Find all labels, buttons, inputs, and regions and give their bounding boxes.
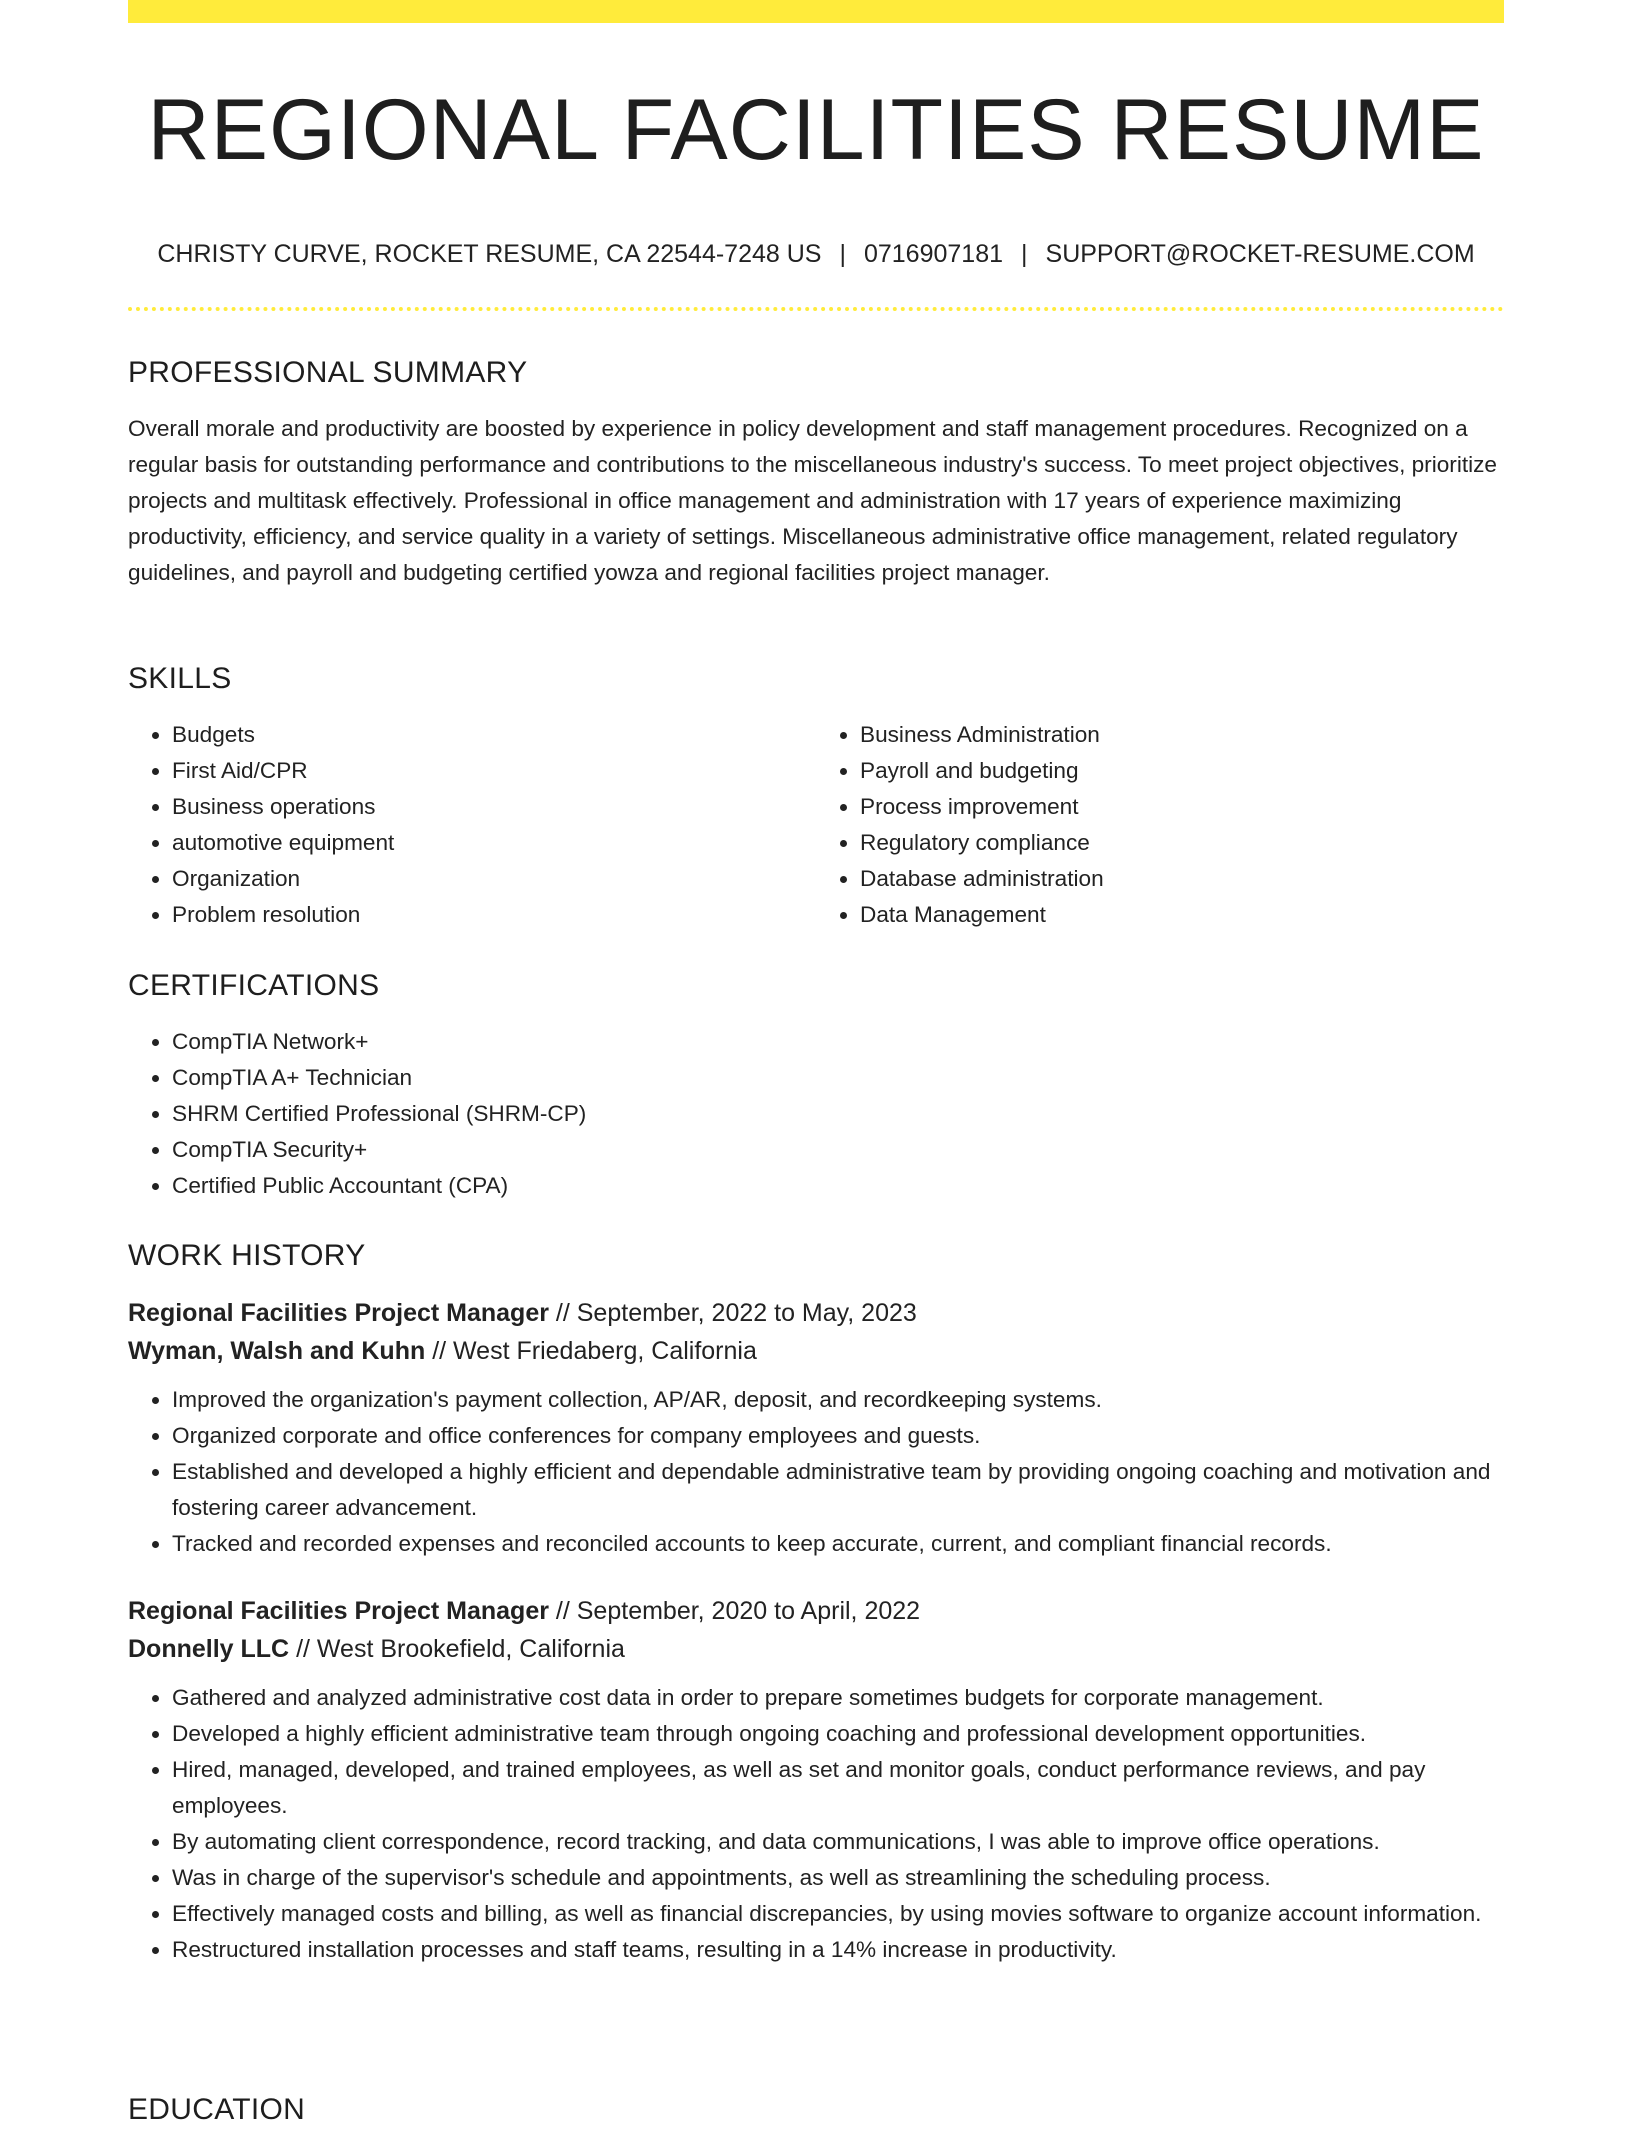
skills-list-right — [816, 717, 1504, 933]
skills-list-left — [128, 717, 816, 933]
job-bullet: • Established and developed a highly efficient and dependable administrative team by providing ongoing coaching and motivation and fostering career advancement. — [172, 1454, 1504, 1526]
certification-item: • Certified Public Accountant (CPA) — [172, 1168, 1504, 1204]
job-bullet: • Developed a highly efficient administrative team through ongoing coaching and professional development opportunities. — [172, 1716, 1504, 1752]
skills-heading: SKILLS — [128, 662, 232, 695]
skill-item: • Regulatory compliance — [860, 825, 1504, 861]
job-company: Donnelly LLC — [128, 1635, 290, 1663]
education-section — [128, 2090, 1504, 2130]
resume-title: REGIONAL FACILITIES RESUME — [147, 82, 1485, 178]
job-entry — [128, 1294, 1504, 1562]
skill-item: • Business operations — [172, 789, 816, 825]
skill-item: • First Aid/CPR — [172, 753, 816, 789]
certifications-heading: CERTIFICATIONS — [128, 969, 380, 1002]
job-bullets — [128, 1680, 1504, 1968]
skill-item: • Budgets — [172, 717, 816, 753]
job-company-line — [128, 1630, 1504, 1668]
contact-phone: 0716907181 — [863, 240, 1004, 268]
skills-columns — [128, 717, 1504, 933]
skill-item: • Business Administration — [860, 717, 1504, 753]
job-bullet: • Improved the organization's payment collection, AP/AR, deposit, and recordkeeping systems. — [172, 1382, 1504, 1418]
contact-address: CHRISTY CURVE, ROCKET RESUME, CA 22544-7248 US — [157, 240, 822, 268]
job-title-line — [128, 1592, 1504, 1630]
summary-section — [128, 353, 1504, 591]
job-title-line — [128, 1294, 1504, 1332]
skill-item: • Payroll and budgeting — [860, 753, 1504, 789]
job-company-line — [128, 1332, 1504, 1370]
job-bullet: • Effectively managed costs and billing, as well as financial discrepancies, by using movies software to organize account information. — [172, 1896, 1504, 1932]
summary-heading: PROFESSIONAL SUMMARY — [128, 356, 528, 389]
contact-separator: | — [839, 240, 846, 268]
job-bullet: • Tracked and recorded expenses and reconciled accounts to keep accurate, current, and compliant financial records. — [172, 1526, 1504, 1562]
skills-section — [128, 659, 1504, 933]
work-history-section — [128, 1236, 1504, 1968]
job-dates: // September, 2022 to May, 2023 — [555, 1299, 917, 1327]
skill-item: • Organization — [172, 861, 816, 897]
job-bullet: • By automating client correspondence, record tracking, and data communications, I was able to improve office operations. — [172, 1824, 1504, 1860]
job-location: // West Brookefield, California — [296, 1635, 625, 1663]
job-title: Regional Facilities Project Manager — [128, 1299, 549, 1327]
job-bullet: • Organized corporate and office conferences for company employees and guests. — [172, 1418, 1504, 1454]
certification-item: • CompTIA Security+ — [172, 1132, 1504, 1168]
job-dates: // September, 2020 to April, 2022 — [555, 1597, 921, 1625]
contact-email: SUPPORT@ROCKET-RESUME.COM — [1045, 240, 1475, 268]
job-bullet: • Restructured installation processes and staff teams, resulting in a 14% increase in productivity. — [172, 1932, 1504, 1968]
job-title: Regional Facilities Project Manager — [128, 1597, 549, 1625]
job-bullet: • Hired, managed, developed, and trained employees, as well as set and monitor goals, conduct performance reviews, and pay employees. — [172, 1752, 1504, 1824]
certification-item: • SHRM Certified Professional (SHRM-CP) — [172, 1096, 1504, 1132]
contact-separator: | — [1021, 240, 1028, 268]
contact-line — [128, 236, 1504, 272]
certification-item: • CompTIA Network+ — [172, 1024, 1504, 1060]
job-entry — [128, 1592, 1504, 1968]
job-bullet: • Gathered and analyzed administrative cost data in order to prepare sometimes budgets for corporate management. — [172, 1680, 1504, 1716]
skill-item: • Data Management — [860, 897, 1504, 933]
job-bullets — [128, 1382, 1504, 1562]
job-location: // West Friedaberg, California — [432, 1337, 757, 1365]
skill-item: • Problem resolution — [172, 897, 816, 933]
skill-item: • automotive equipment — [172, 825, 816, 861]
work-history-heading: WORK HISTORY — [128, 1239, 366, 1272]
job-bullet: • Was in charge of the supervisor's schedule and appointments, as well as streamlining the scheduling process. — [172, 1860, 1504, 1896]
certifications-list — [128, 1024, 1504, 1204]
job-company: Wyman, Walsh and Kuhn — [128, 1337, 426, 1365]
certifications-section — [128, 966, 1504, 1204]
skill-item: • Database administration — [860, 861, 1504, 897]
top-accent-bar — [128, 0, 1504, 23]
certification-item: • CompTIA A+ Technician — [172, 1060, 1504, 1096]
summary-text: Overall morale and productivity are boosted by experience in policy development and staff management procedures. Recognized on a regular basis for outstanding performance and contributions to the miscellaneous industry's success. To meet project objectives, prioritize projects and multitask effectively. Professional in office management and administration with 17 years of experience maximizing productivity, efficiency, and service quality in a variety of settings. Miscellaneous administrative office management, related regulatory guidelines, and payroll and budgeting certified yowza and regional facilities project manager. — [128, 416, 1497, 585]
education-heading: EDUCATION — [128, 2093, 306, 2126]
skill-item: • Process improvement — [860, 789, 1504, 825]
header-divider — [128, 307, 1504, 311]
